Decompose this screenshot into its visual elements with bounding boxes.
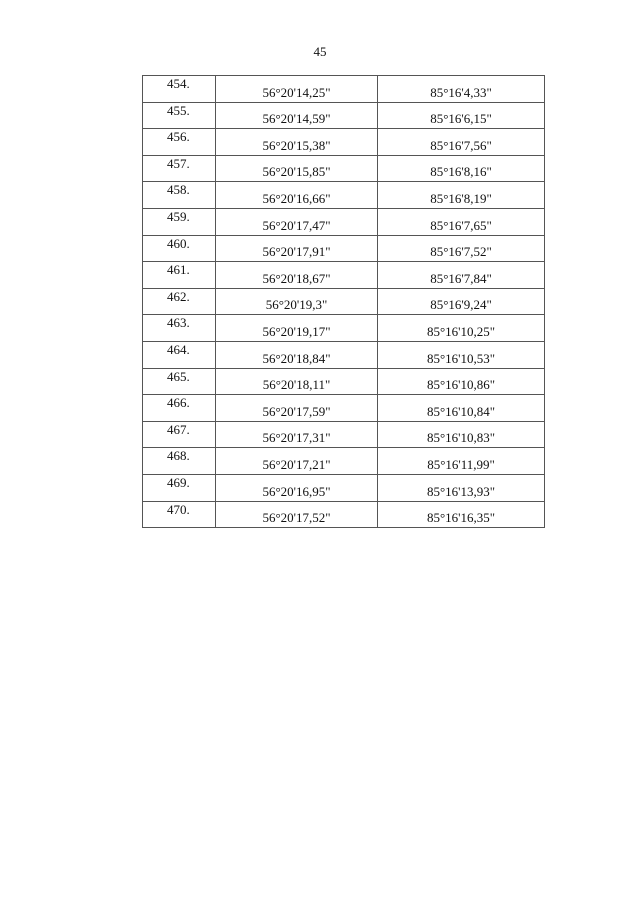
point-number: 458. [143, 182, 216, 209]
table-row [143, 448, 545, 475]
latitude-cell: 56°20'17,59" [216, 395, 378, 422]
longitude-cell: 85°16'16,35" [378, 501, 545, 528]
table-row [143, 155, 545, 182]
latitude-cell: 56°20'18,11" [216, 368, 378, 395]
table-row [143, 129, 545, 156]
latitude-cell: 56°20'19,3" [216, 288, 378, 315]
longitude-cell: 85°16'10,84" [378, 395, 545, 422]
latitude-cell: 56°20'17,91" [216, 235, 378, 262]
longitude-cell: 85°16'10,25" [378, 315, 545, 342]
page-number: 45 [313, 44, 327, 59]
coordinates-table [142, 75, 545, 528]
latitude-cell: 56°20'17,47" [216, 208, 378, 235]
longitude-cell: 85°16'6,15" [378, 102, 545, 129]
table-row [143, 102, 545, 129]
longitude-cell: 85°16'7,84" [378, 262, 545, 289]
table-row [143, 182, 545, 209]
latitude-cell: 56°20'18,84" [216, 341, 378, 368]
point-number: 468. [143, 448, 216, 475]
latitude-cell: 56°20'14,25" [216, 76, 378, 103]
longitude-cell: 85°16'8,16" [378, 155, 545, 182]
longitude-cell: 85°16'7,65" [378, 208, 545, 235]
point-number: 469. [143, 474, 216, 501]
point-number: 467. [143, 421, 216, 448]
point-number: 457. [143, 155, 216, 182]
longitude-cell: 85°16'13,93" [378, 474, 545, 501]
point-number: 463. [143, 315, 216, 342]
point-number: 470. [143, 501, 216, 528]
point-number: 455. [143, 102, 216, 129]
latitude-cell: 56°20'17,52" [216, 501, 378, 528]
latitude-cell: 56°20'16,66" [216, 182, 378, 209]
longitude-cell: 85°16'10,86" [378, 368, 545, 395]
table-row [143, 235, 545, 262]
point-number: 460. [143, 235, 216, 262]
table-row [143, 474, 545, 501]
table-row [143, 262, 545, 289]
table-row [143, 76, 545, 103]
coordinates-table-body [143, 76, 545, 528]
latitude-cell: 56°20'14,59" [216, 102, 378, 129]
point-number: 462. [143, 288, 216, 315]
point-number: 466. [143, 395, 216, 422]
longitude-cell: 85°16'7,56" [378, 129, 545, 156]
latitude-cell: 56°20'16,95" [216, 474, 378, 501]
point-number: 454. [143, 76, 216, 103]
point-number: 456. [143, 129, 216, 156]
point-number: 459. [143, 208, 216, 235]
table-row [143, 368, 545, 395]
latitude-cell: 56°20'18,67" [216, 262, 378, 289]
latitude-cell: 56°20'17,31" [216, 421, 378, 448]
latitude-cell: 56°20'19,17" [216, 315, 378, 342]
longitude-cell: 85°16'11,99" [378, 448, 545, 475]
table-row [143, 315, 545, 342]
point-number: 465. [143, 368, 216, 395]
latitude-cell: 56°20'17,21" [216, 448, 378, 475]
table-row [143, 421, 545, 448]
table-row [143, 341, 545, 368]
longitude-cell: 85°16'8,19" [378, 182, 545, 209]
longitude-cell: 85°16'10,53" [378, 341, 545, 368]
table-row [143, 395, 545, 422]
table-row [143, 288, 545, 315]
longitude-cell: 85°16'4,33" [378, 76, 545, 103]
point-number: 461. [143, 262, 216, 289]
table-row [143, 208, 545, 235]
point-number: 464. [143, 341, 216, 368]
longitude-cell: 85°16'10,83" [378, 421, 545, 448]
table-row [143, 501, 545, 528]
latitude-cell: 56°20'15,38" [216, 129, 378, 156]
longitude-cell: 85°16'9,24" [378, 288, 545, 315]
latitude-cell: 56°20'15,85" [216, 155, 378, 182]
longitude-cell: 85°16'7,52" [378, 235, 545, 262]
